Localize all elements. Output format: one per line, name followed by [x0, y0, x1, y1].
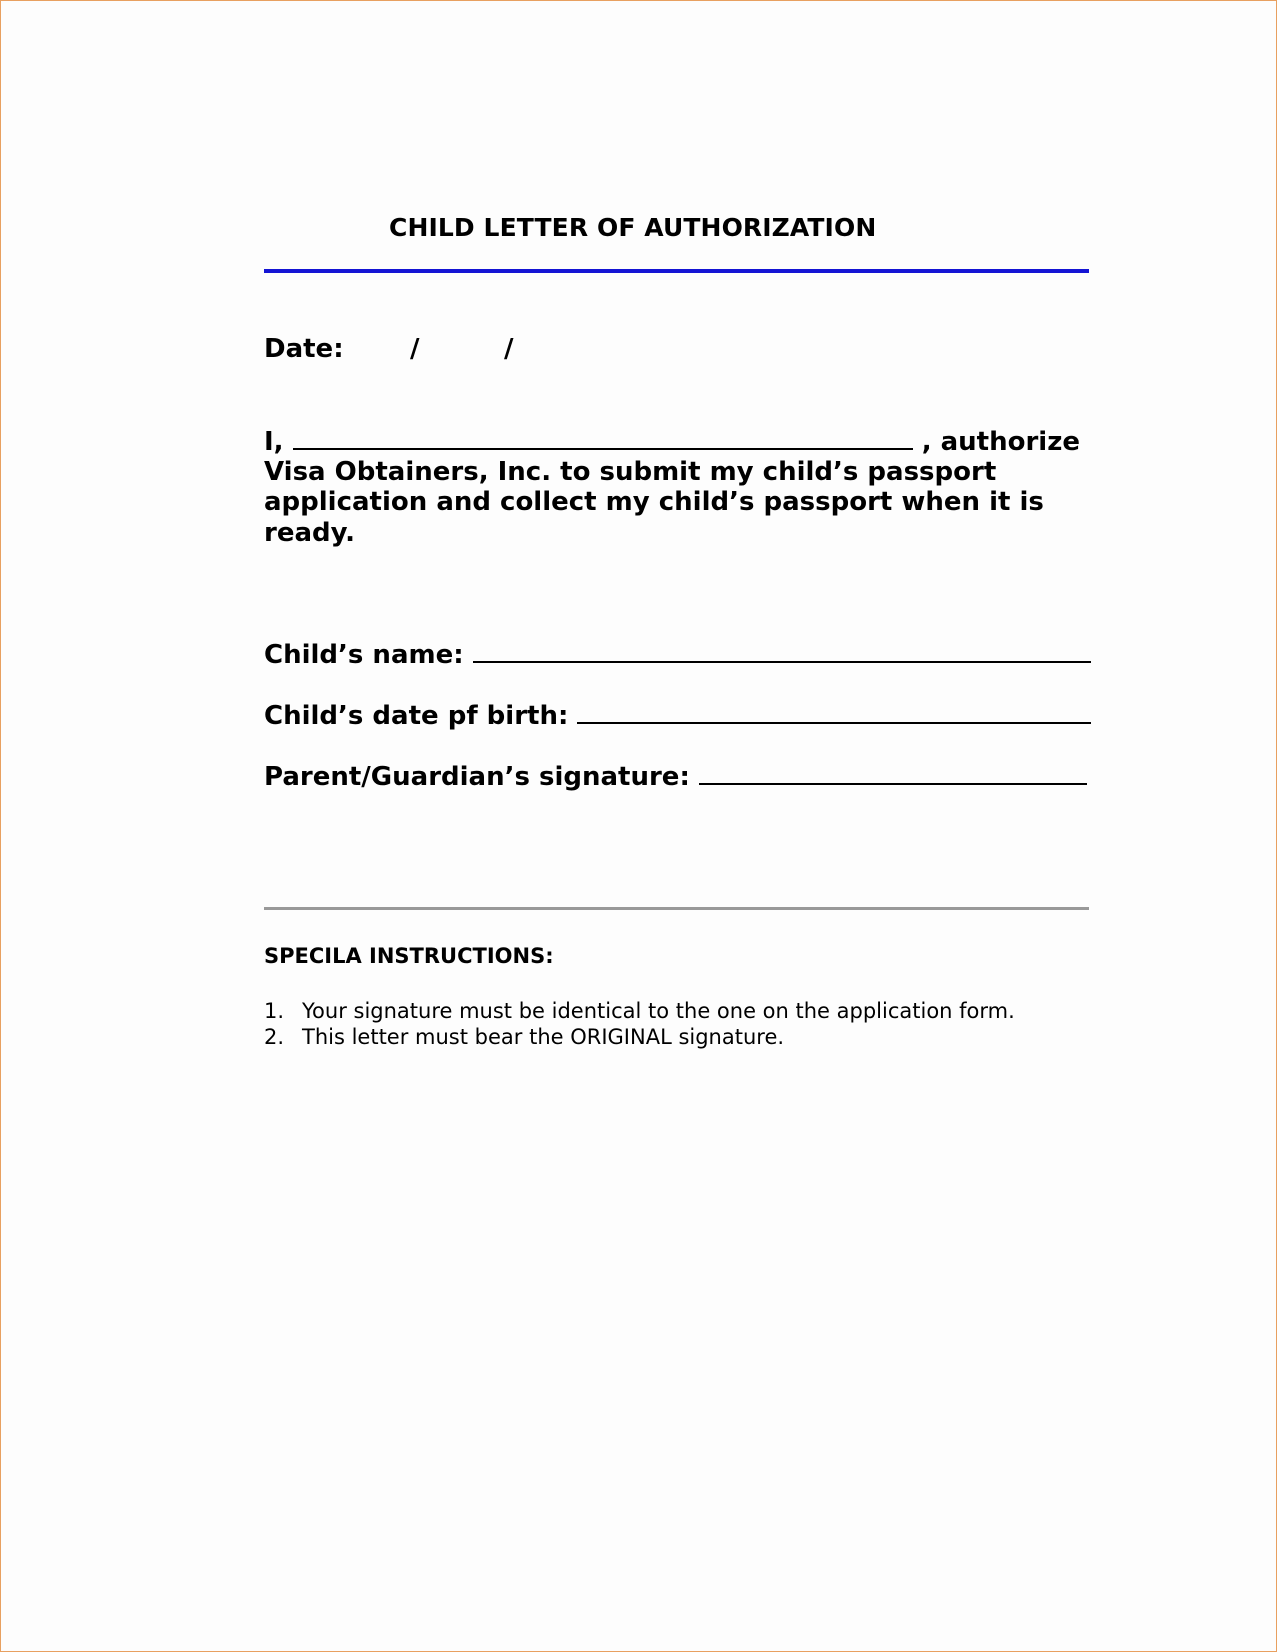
signature-blank[interactable]	[699, 761, 1087, 785]
instruction-text: This letter must bear the ORIGINAL signature.	[302, 1025, 785, 1049]
authorization-line-2: Visa Obtainers, Inc. to submit my child’s passport	[264, 456, 997, 487]
instruction-number: 2.	[264, 1025, 285, 1049]
date-separator-2: /	[504, 334, 514, 364]
authorization-line-1	[264, 426, 1094, 457]
authorization-line-4: ready.	[264, 517, 356, 548]
section-divider	[264, 907, 1089, 910]
authorization-prefix: I,	[264, 427, 284, 457]
authorization-paragraph	[264, 426, 1094, 548]
child-name-row	[264, 639, 1091, 670]
child-dob-blank[interactable]	[577, 700, 1091, 724]
date-label: Date:	[264, 334, 344, 364]
child-name-label: Child’s name:	[264, 640, 464, 670]
instruction-item	[264, 998, 1015, 1024]
parent-name-blank[interactable]	[293, 426, 913, 450]
authorization-line-3: application and collect my child’s passport when it is	[264, 487, 1044, 517]
document-title: CHILD LETTER OF AUTHORIZATION	[389, 213, 877, 242]
signature-label: Parent/Guardian’s signature:	[264, 762, 690, 792]
instructions-heading: SPECILA INSTRUCTIONS:	[264, 944, 554, 968]
signature-row	[264, 761, 1087, 792]
child-dob-row	[264, 700, 1091, 731]
title-divider	[264, 269, 1089, 273]
instruction-text: Your signature must be identical to the one on the application form.	[302, 999, 1015, 1023]
date-separator-1: /	[410, 334, 420, 364]
instruction-number: 1.	[264, 999, 285, 1023]
instructions-list	[264, 998, 1015, 1050]
authorization-suffix: , authorize	[921, 427, 1080, 457]
instruction-item	[264, 1024, 1015, 1050]
child-dob-label: Child’s date pf birth:	[264, 701, 569, 731]
child-name-blank[interactable]	[473, 639, 1091, 663]
